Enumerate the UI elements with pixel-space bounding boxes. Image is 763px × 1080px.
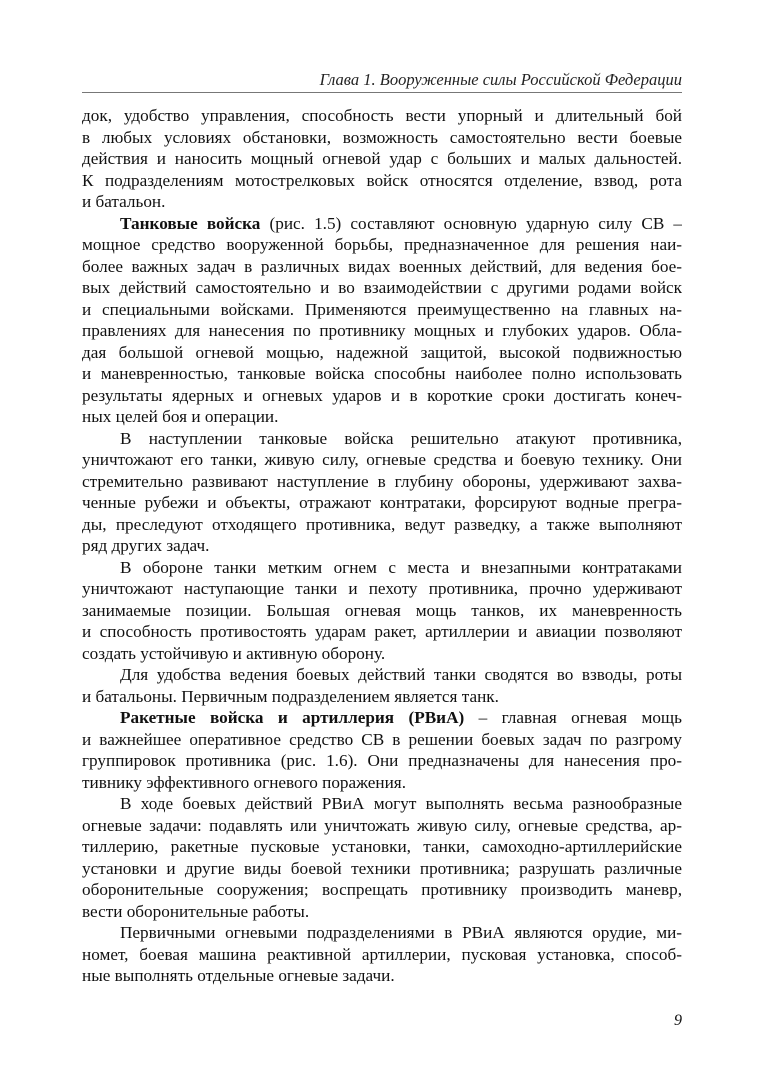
text-line xyxy=(82,170,682,192)
line-text: мощное средство вооруженной борьбы, предназначенное для решения наи- xyxy=(82,235,682,254)
paragraph xyxy=(82,793,682,922)
text-line xyxy=(82,514,682,536)
text-line xyxy=(82,922,682,944)
text-line xyxy=(82,815,682,837)
text-line xyxy=(82,277,682,299)
line-text: правлениях для нанесения по противнику мощных и глубоких ударов. Обла- xyxy=(82,321,682,340)
line-text: в любых условиях обстановки, возможность самостоятельно вести боевые xyxy=(82,127,682,147)
line-text: Для удобства ведения боевых действий танки сводятся во взводы, роты xyxy=(120,665,682,684)
line-text: вых действий самостоятельно и во взаимодействии с другими родами войск xyxy=(82,278,682,297)
line-text: стремительно развивают наступление в глубину обороны, удерживают захва- xyxy=(82,471,682,491)
running-header: Глава 1. Вооруженные силы Российской Федерации xyxy=(319,70,682,89)
line-text: уничтожают его танки, живую силу, огневые средства и боевую технику. Они xyxy=(82,450,682,469)
text-line xyxy=(82,901,682,923)
line-text: ды, преследуют отходящего противника, ведут разведку, а также выполняют xyxy=(82,514,682,534)
text-line xyxy=(82,406,682,428)
line-text: и способность противостоять ударам ракет, артиллерии и авиации позволяют xyxy=(82,622,682,641)
text-line xyxy=(82,363,682,385)
line-text: Первичными огневыми подразделениями в РВиА являются орудие, ми- xyxy=(120,923,682,942)
line-text: ные выполнять отдельные огневые задачи. xyxy=(82,966,395,985)
text-line xyxy=(82,643,682,665)
text-line xyxy=(82,686,682,708)
text-line xyxy=(82,428,682,450)
paragraph xyxy=(82,213,682,428)
line-text: и специальными войсками. Применяются преимущественно на главных на- xyxy=(82,299,682,319)
page-number: 9 xyxy=(674,1012,682,1029)
text-line xyxy=(82,707,682,729)
line-text: ряд других задач. xyxy=(82,536,210,555)
text-line xyxy=(82,385,682,407)
line-text: группировок противника (рис. 1.6). Они предназначены для нанесения про- xyxy=(82,751,682,770)
text-line xyxy=(82,342,682,364)
body-text xyxy=(82,105,682,987)
line-text: уничтожают наступающие танки и пехоту противника, прочно удерживают xyxy=(82,579,682,598)
line-text: В наступлении танковые войска решительно атакуют противника, xyxy=(120,428,682,448)
text-line xyxy=(82,320,682,342)
line-text: более важных задач в различных видах военных действий, для ведения бое- xyxy=(82,256,682,276)
paragraph xyxy=(82,428,682,557)
text-line xyxy=(82,127,682,149)
line-text: результаты ядерных и огневых ударов и в короткие сроки достигать конеч- xyxy=(82,385,682,405)
line-text: действия и наносить мощный огневой удар с больших и малых дальностей. xyxy=(82,149,682,168)
paragraph xyxy=(82,105,682,213)
text-line xyxy=(82,557,682,579)
line-text: занимаемые позиции. Большая огневая мощь танков, их маневренность xyxy=(82,600,682,620)
text-line xyxy=(82,234,682,256)
line-text: ченные рубежи и объекты, отражают контратаки, форсируют водные прегра- xyxy=(82,493,682,512)
text-line xyxy=(82,148,682,170)
line-text: ных целей боя и операции. xyxy=(82,407,279,426)
line-text: и батальон. xyxy=(82,192,166,211)
line-text: (рис. 1.5) составляют основную ударную силу СВ – xyxy=(260,213,682,233)
text-line xyxy=(82,858,682,880)
line-text: создать устойчивую и активную оборону. xyxy=(82,643,386,663)
paragraph xyxy=(82,707,682,793)
header-rule xyxy=(82,92,682,93)
text-line xyxy=(82,793,682,815)
text-line xyxy=(82,944,682,966)
line-text: номет, боевая машина реактивной артиллерии, пусковая установка, способ- xyxy=(82,944,682,964)
line-text: и важнейшее оперативное средство СВ в решении боевых задач по разгрому xyxy=(82,729,682,749)
text-line xyxy=(82,664,682,686)
bold-term: Ракетные войска и артиллерия (РВиА) xyxy=(120,708,465,727)
line-text: огневые задачи: подавлять или уничтожать живую силу, огневые средства, ар- xyxy=(82,815,682,835)
line-text: К подразделениям мотострелковых войск относятся отделение, взвод, рота xyxy=(82,170,682,190)
text-line xyxy=(82,449,682,471)
line-text: установки и другие виды боевой техники противника; разрушать различные xyxy=(82,858,682,878)
line-text: и маневренностью, танковые войска способны наиболее полно использовать xyxy=(82,364,682,383)
line-text: тивнику эффективного огневого поражения. xyxy=(82,772,407,792)
paragraph xyxy=(82,922,682,987)
text-line xyxy=(82,191,682,213)
text-line xyxy=(82,256,682,278)
text-line xyxy=(82,213,682,235)
line-text: дая большой огневой мощью, надежной защитой, высокой подвижностью xyxy=(82,342,682,362)
bold-term: Танковые войска xyxy=(120,213,261,233)
text-line xyxy=(82,535,682,557)
line-text: док, удобство управления, способность вести упорный и длительный бой xyxy=(82,106,682,125)
paragraph xyxy=(82,664,682,707)
text-line xyxy=(82,879,682,901)
line-text: В ходе боевых действий РВиА могут выполнять весьма разнообразные xyxy=(120,794,682,813)
line-text: вести оборонительные работы. xyxy=(82,901,310,921)
line-text: и батальоны. Первичным подразделением является танк. xyxy=(82,686,499,706)
text-line xyxy=(82,299,682,321)
text-line xyxy=(82,105,682,127)
line-text: В обороне танки метким огнем с места и внезапными контратаками xyxy=(120,557,682,577)
text-line xyxy=(82,965,682,987)
text-line xyxy=(82,729,682,751)
text-line xyxy=(82,471,682,493)
text-line xyxy=(82,750,682,772)
line-text: тиллерию, ракетные пусковые установки, танки, самоходно-артиллерийские xyxy=(82,837,682,856)
line-text: оборонительные сооружения; воспрещать противнику производить маневр, xyxy=(82,880,682,899)
text-line xyxy=(82,578,682,600)
text-line xyxy=(82,492,682,514)
paragraph xyxy=(82,557,682,665)
text-line xyxy=(82,772,682,794)
text-line xyxy=(82,621,682,643)
line-text: – главная огневая мощь xyxy=(464,708,682,727)
text-line xyxy=(82,836,682,858)
text-line xyxy=(82,600,682,622)
